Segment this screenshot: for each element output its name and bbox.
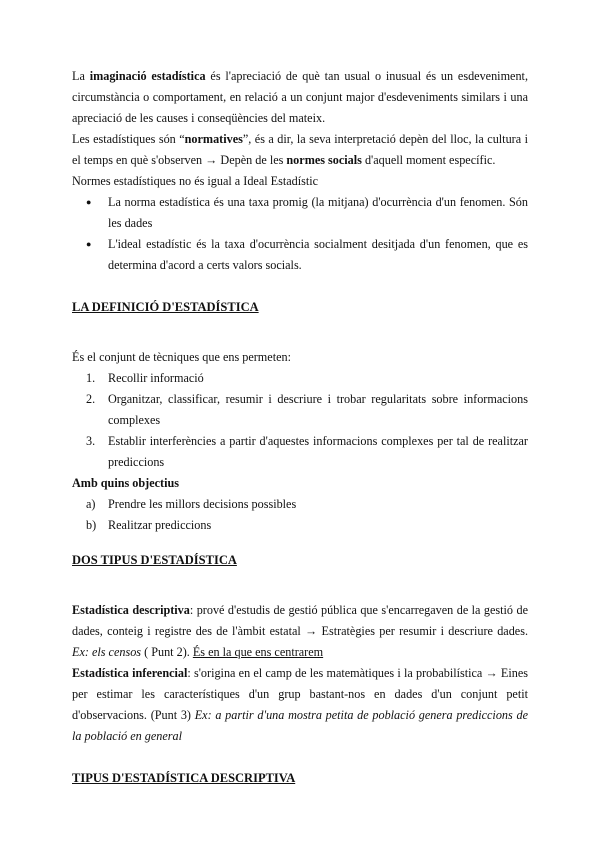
term-inferencial: Estadística inferencial [72, 666, 188, 680]
section-heading-tipus-descriptiva: TIPUS D'ESTADÍSTICA DESCRIPTIVA [72, 771, 296, 785]
descriptive-paragraph: Estadística descriptiva: prové d'estudis de gestió pública que s'encarregaven de la gestió de dades, conteig i registre des de l'àmbit estatal → Estratègies per resumir i descriure dades. Ex: els censos ( Punt 2). És en la que ens centrarem [72, 603, 528, 659]
bullet-list [72, 192, 528, 276]
list-item: 1. Recollir informació [86, 371, 204, 385]
section-heading-dos-tipus: DOS TIPUS D'ESTADÍSTICA [72, 553, 237, 567]
section1-subheading: Amb quins objectius [72, 476, 180, 490]
list-item: a) Prendre les millors decisions possibles [86, 497, 297, 511]
term-normatives: normatives [184, 132, 243, 146]
document-page [72, 66, 528, 789]
focus-note: És en la que ens centrarem [192, 645, 324, 659]
lettered-list [72, 494, 528, 536]
term-normes-socials: normes socials [286, 153, 362, 167]
list-item: ● La norma estadística és una taxa promig (la mitjana) d'ocurrència d'un fenomen. Són les dades [108, 192, 528, 234]
intro-paragraph-3: Normes estadístiques no és igual a Ideal Estadístic [72, 174, 319, 188]
term-imaginacio: imaginació estadística [89, 69, 206, 83]
section1-lead: És el conjunt de tècniques que ens permeten: [72, 350, 291, 364]
list-item: b) Realitzar prediccions [86, 518, 212, 532]
list-item: 2. Organitzar, classificar, resumir i descriure i trobar regularitats sobre informacions complexes [86, 392, 528, 427]
list-item: 3. Establir interferències a partir d'aquestes informacions complexes per tal de realitzar prediccions [86, 434, 528, 469]
intro-paragraph-2: Les estadístiques són “normatives”, és a dir, la seva interpretació depèn del lloc, la cultura i el temps en què s'observen → Depèn de les normes socials d'aquell moment específic. [72, 132, 528, 167]
term-descriptiva: Estadística descriptiva [72, 603, 190, 617]
numbered-list [72, 368, 528, 473]
inferential-paragraph: Estadística inferencial: s'origina en el camp de les matemàtiques i la probabilística → Eines per estimar les característiques d'un grup bastant-nos en dades d'un conjunt petit d'observacions. (Punt 3) Ex: a partir d'una mostra petita de població genera prediccions de la població en general [72, 666, 529, 743]
intro-paragraph-1: La imaginació estadística és l'apreciació de què tan usual o inusual és un esdeveniment, circumstància o comportament, en relació a un conjunt major d'esdeveniments similars i una apreciació de les causes i conseqüències del mateix. [72, 69, 528, 125]
list-item: ● L'ideal estadístic és la taxa d'ocurrència socialment desitjada d'un fenomen, que es determina d'acord a certs valors socials. [108, 234, 528, 276]
section-heading-definicio: LA DEFINICIÓ D'ESTADÍSTICA [72, 300, 259, 314]
